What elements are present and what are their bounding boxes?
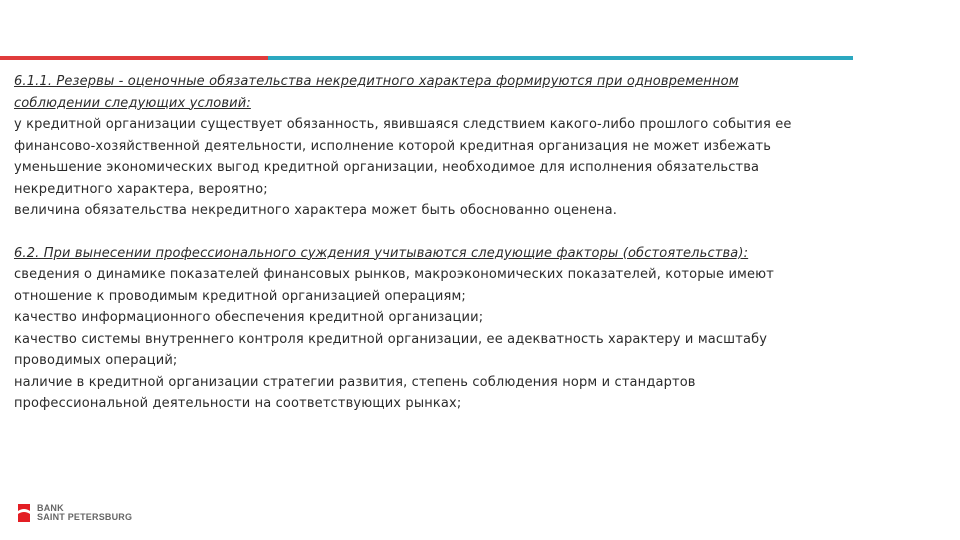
bank-logo-icon	[17, 502, 31, 524]
section1-text-line: величина обязательства некредитного характера может быть обоснованно оценена.	[14, 203, 617, 218]
section2-text-line: качество системы внутреннего контроля кредитной организации, ее адекватность характеру и масштабу	[14, 331, 768, 347]
section1-heading-line-1: 6.1.1. Резервы - оценочные обязательства некредитного характера формируются при одновременном	[14, 74, 739, 89]
section1-text-line: у кредитной организации существует обязанность, явившаяся следствием какого-либо прошлого события ее	[14, 117, 792, 132]
section1-text-line: финансово-хозяйственной деятельности, исполнение которой кредитная организация не может избежать	[14, 138, 772, 154]
section2-text-line: отношение к проводимым кредитной организацией операциям;	[14, 288, 466, 304]
logo-line-2: SAINT PETERSBURG	[37, 512, 133, 522]
section2-text-line: сведения о динамике показателей финансовых рынков, макроэкономических показателей, которые имеют	[14, 267, 774, 282]
section2-text-line: качество информационного обеспечения кредитной организации;	[14, 310, 484, 325]
section1-text-line: некредитного характера, вероятно;	[14, 181, 268, 197]
section2-text-line: профессиональной деятельности на соответствующих рынках;	[14, 396, 462, 411]
section1-heading-line-2: соблюдении следующих условий:	[14, 95, 251, 111]
logo-line-1: BANK	[37, 503, 64, 513]
top-bar-red-segment	[0, 56, 268, 60]
top-bar-teal-segment	[268, 56, 853, 60]
section2-heading: 6.2. При вынесении профессионального суждения учитываются следующие факторы (обстоятельства):	[14, 245, 749, 261]
bank-logo	[17, 502, 132, 524]
section2-text-line: проводимых операций;	[14, 353, 178, 368]
section1-text-line: уменьшение экономических выгод кредитной организации, необходимое для исполнения обязательства	[14, 160, 760, 175]
top-accent-bar	[0, 56, 853, 60]
bank-logo-text	[37, 504, 132, 522]
slide-text	[14, 71, 884, 415]
section2-text-line: наличие в кредитной организации стратегии развития, степень соблюдения норм и стандартов	[14, 374, 696, 390]
section-spacer	[14, 222, 884, 243]
